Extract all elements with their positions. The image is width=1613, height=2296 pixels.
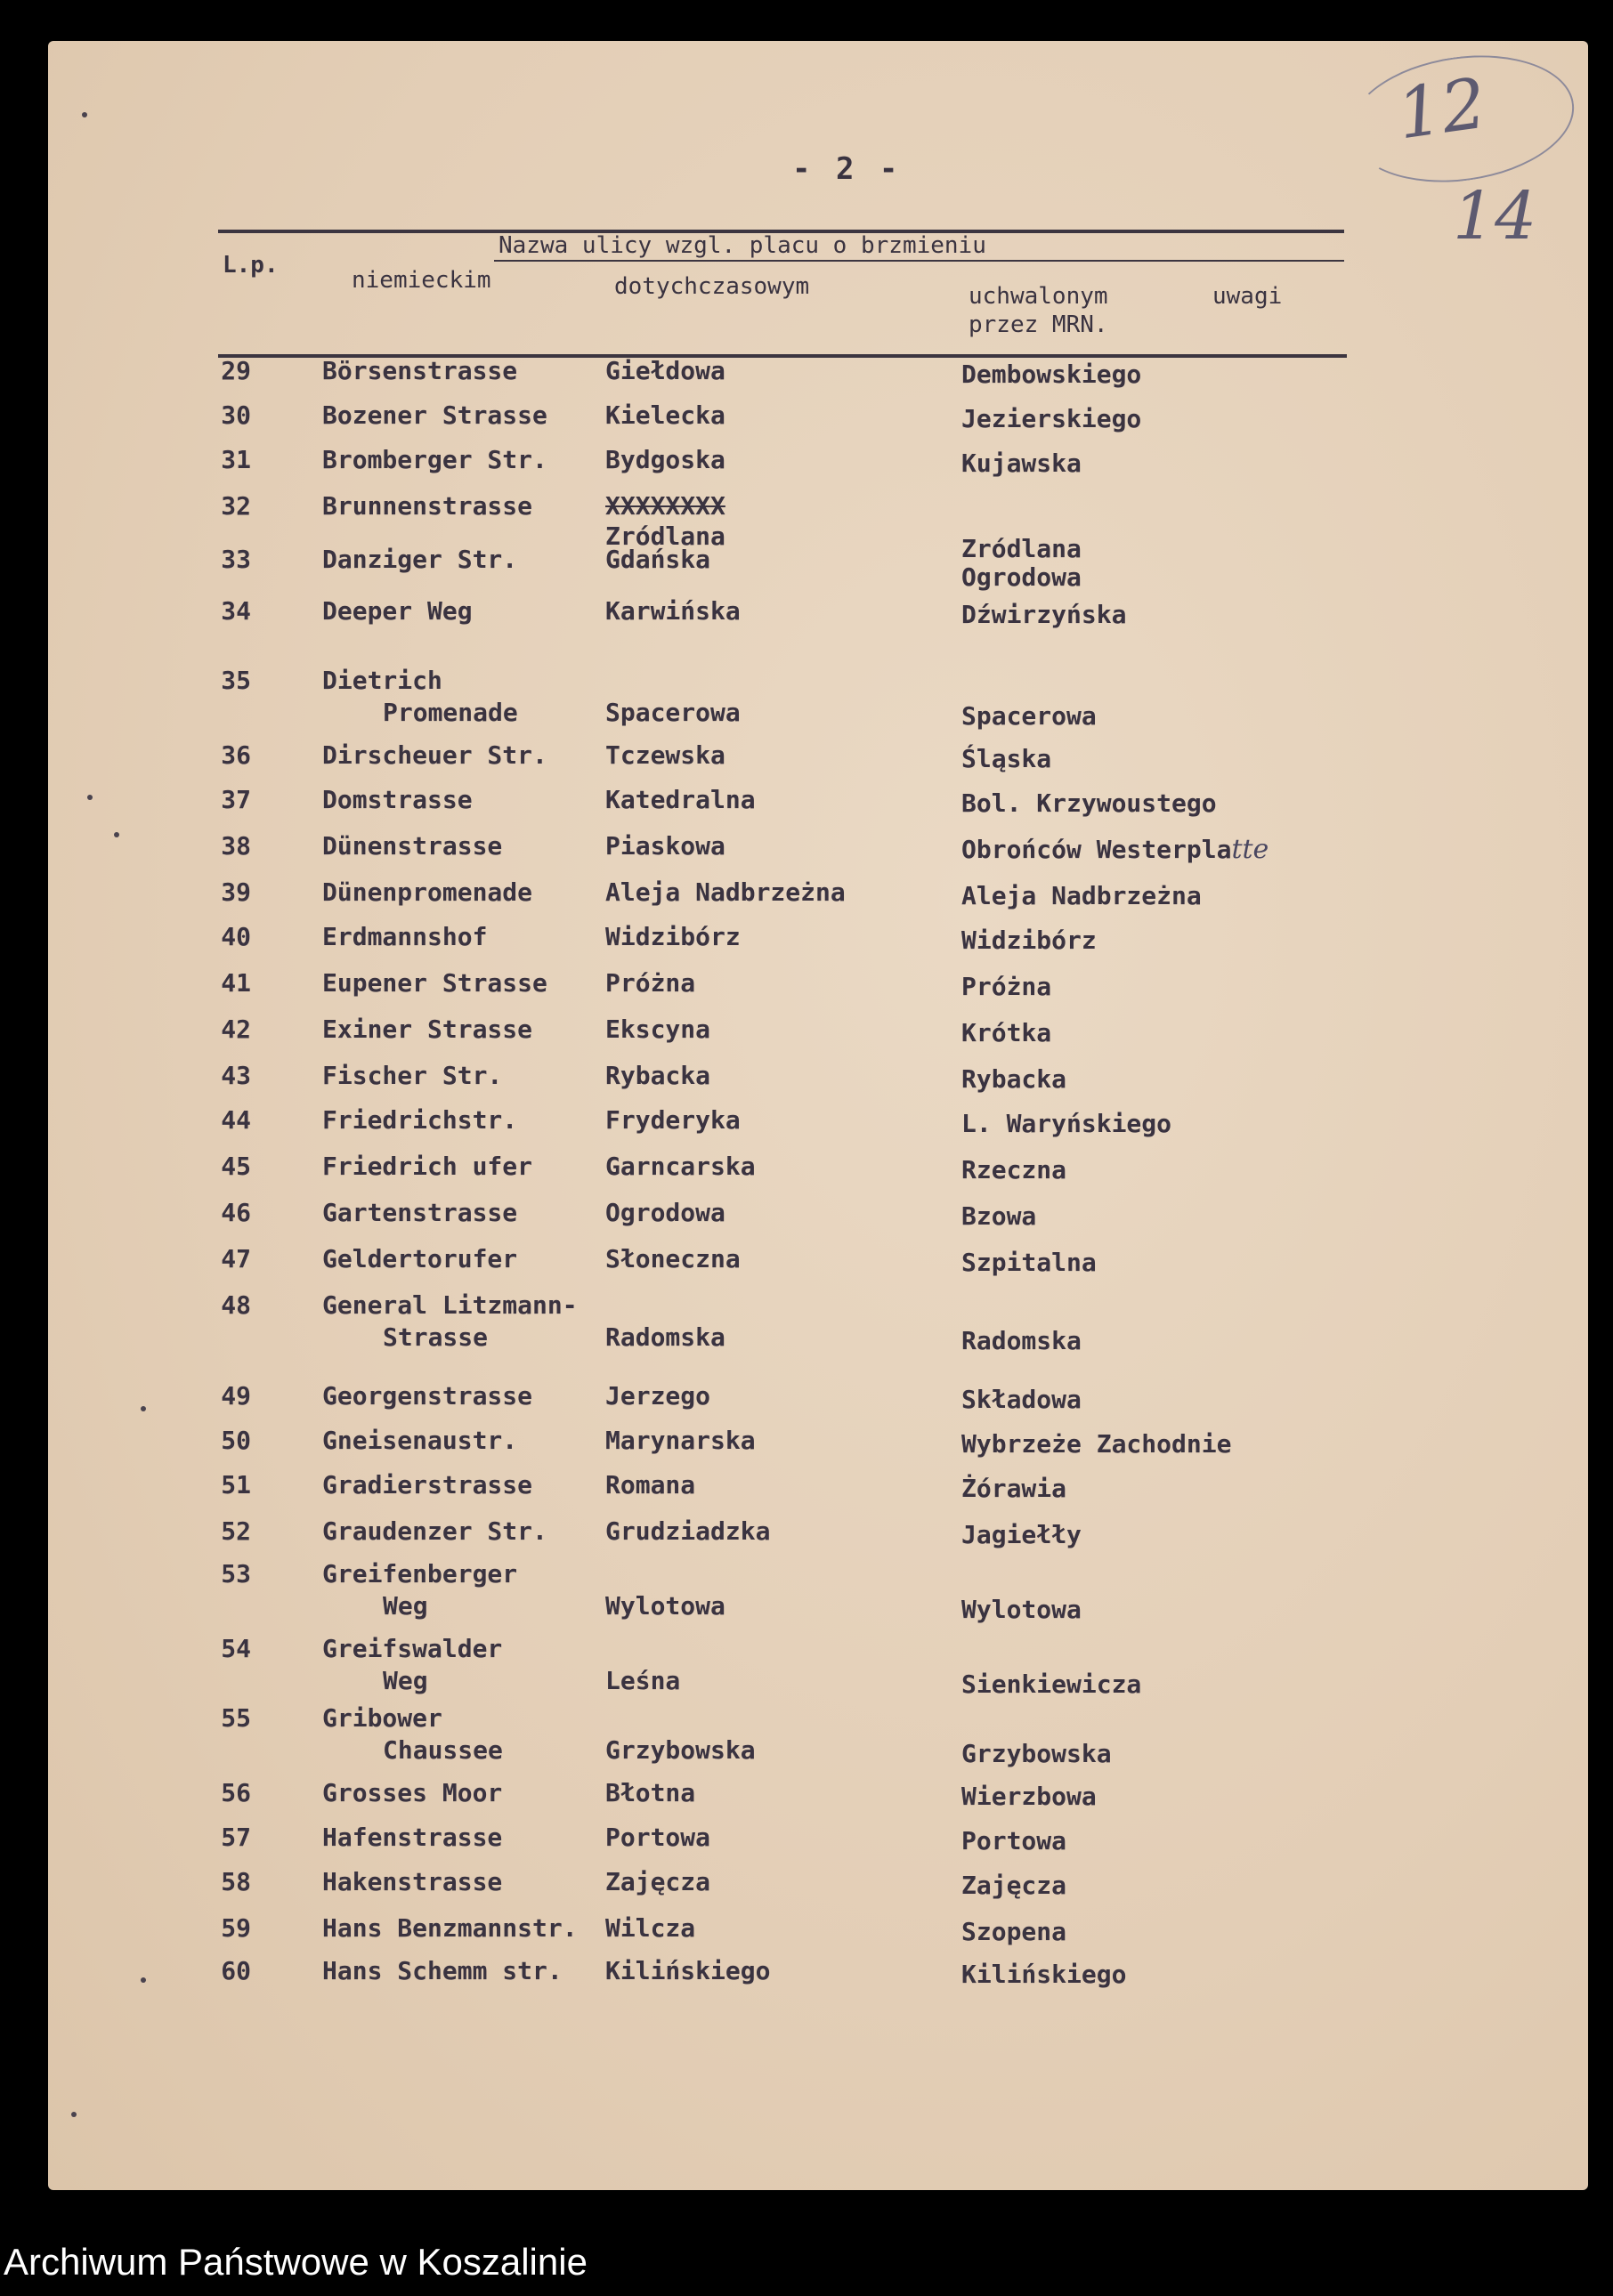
previous-name: Próżna <box>605 968 696 998</box>
row-number: 37 <box>221 785 251 814</box>
new-name: Kujawska <box>961 449 1082 478</box>
new-name: Zajęcza <box>961 1871 1067 1900</box>
previous-name: Marynarska <box>605 1426 756 1455</box>
previous-name: Grzybowska <box>605 1735 756 1765</box>
previous-name: Błotna <box>605 1778 696 1807</box>
row-number: 46 <box>221 1198 251 1227</box>
german-name: Grosses Moor <box>322 1778 503 1807</box>
german-name: Fischer Str. <box>322 1061 503 1090</box>
previous-name: Bydgoska <box>605 445 725 474</box>
previous-name: Garncarska <box>605 1152 756 1181</box>
row-number: 41 <box>221 968 251 998</box>
new-name: Bzowa <box>961 1201 1037 1231</box>
previous-name: Wylotowa <box>605 1591 725 1621</box>
new-name: Radomska <box>961 1326 1082 1355</box>
margin-mark <box>82 112 87 117</box>
previous-name: Piaskowa <box>605 831 725 861</box>
new-name: Widzibórz <box>961 926 1097 955</box>
row-number: 56 <box>221 1778 251 1807</box>
new-name: Wierzbowa <box>961 1782 1097 1811</box>
previous-name: Rybacka <box>605 1061 711 1090</box>
german-name: Friedrich ufer <box>322 1152 533 1181</box>
new-name-extra: Zródlana <box>961 534 1082 563</box>
previous-name: Zajęcza <box>605 1867 711 1896</box>
german-name: Dietrich <box>322 666 442 695</box>
header-col-new-line1: uchwalonym <box>969 283 1108 310</box>
row-number: 58 <box>221 1867 251 1896</box>
row-number: 44 <box>221 1105 251 1135</box>
handwritten-page-number: 12 <box>1392 63 1492 156</box>
previous-name: Gdańska <box>605 545 711 574</box>
row-number: 57 <box>221 1823 251 1852</box>
new-name: L. Waryńskiego <box>961 1109 1172 1138</box>
row-number: 50 <box>221 1426 251 1455</box>
header-col-german: niemieckim <box>352 267 491 294</box>
header-col-previous: dotychczasowym <box>614 273 810 300</box>
new-name: Składowa <box>961 1385 1082 1414</box>
german-name: Dirscheuer Str. <box>322 740 547 770</box>
german-name: Hans Schemm str. <box>322 1956 563 1985</box>
row-number: 55 <box>221 1703 251 1733</box>
previous-name: Wilcza <box>605 1913 696 1943</box>
new-name: Portowa <box>961 1826 1067 1855</box>
new-name: Obrońców Westerplatte <box>961 834 1269 865</box>
german-name: General Litzmann- <box>322 1290 578 1320</box>
german-name: Gribower <box>322 1703 442 1733</box>
row-number: 40 <box>221 922 251 951</box>
previous-name: Tczewska <box>605 740 725 770</box>
row-number: 33 <box>221 545 251 574</box>
previous-name: Aleja Nadbrzeżna <box>605 877 846 907</box>
row-number: 47 <box>221 1244 251 1273</box>
german-name: Brunnenstrasse <box>322 491 533 521</box>
new-name: Żórawia <box>961 1474 1067 1503</box>
row-number: 60 <box>221 1956 251 1985</box>
row-number: 32 <box>221 491 251 521</box>
german-name: Bozener Strasse <box>322 400 547 430</box>
german-name: Hakenstrasse <box>322 1867 503 1896</box>
german-name: Gradierstrasse <box>322 1470 533 1500</box>
new-name: Jezierskiego <box>961 404 1142 433</box>
german-name: Gneisenaustr. <box>322 1426 518 1455</box>
row-number: 53 <box>221 1559 251 1589</box>
margin-mark <box>87 795 93 800</box>
german-name: Bromberger Str. <box>322 445 547 474</box>
handwritten-correction: tte <box>1231 834 1269 865</box>
header-lp: L.p. <box>223 252 279 279</box>
new-name: Aleja Nadbrzeżna <box>961 881 1202 910</box>
previous-name: Karwińska <box>605 596 741 626</box>
german-name: Deeper Weg <box>322 596 473 626</box>
row-number: 52 <box>221 1516 251 1546</box>
german-name: Dünenpromenade <box>322 877 533 907</box>
margin-mark <box>71 2112 77 2117</box>
german-name: Exiner Strasse <box>322 1015 533 1044</box>
previous-name: Widzibórz <box>605 922 741 951</box>
german-name: Greifswalder <box>322 1634 503 1663</box>
previous-name: Ekscyna <box>605 1015 711 1044</box>
row-number: 45 <box>221 1152 251 1181</box>
header-group-title: Nazwa ulicy wzgl. placu o brzmieniu <box>498 232 986 259</box>
previous-name: Zródlana <box>605 521 725 551</box>
previous-name: Katedralna <box>605 785 756 814</box>
german-name: Hans Benzmannstr. <box>322 1913 578 1943</box>
previous-name: Giełdowa <box>605 356 725 385</box>
german-name: Strasse <box>383 1322 489 1352</box>
new-name: Sienkiewicza <box>961 1669 1142 1699</box>
previous-name: Spacerowa <box>605 698 741 727</box>
new-name: Próżna <box>961 972 1052 1001</box>
german-name: Greifenberger <box>322 1559 518 1589</box>
row-number: 31 <box>221 445 251 474</box>
row-number: 29 <box>221 356 251 385</box>
row-number: 42 <box>221 1015 251 1044</box>
german-name: Eupener Strasse <box>322 968 547 998</box>
german-name: Börsenstrasse <box>322 356 518 385</box>
german-name: Weg <box>383 1591 428 1621</box>
german-name: Georgenstrasse <box>322 1381 533 1411</box>
new-name: Ogrodowa <box>961 562 1082 592</box>
german-name: Domstrasse <box>322 785 473 814</box>
margin-mark <box>141 1977 146 1983</box>
german-name: Danziger Str. <box>322 545 518 574</box>
previous-name: Jerzego <box>605 1381 711 1411</box>
german-name: Weg <box>383 1666 428 1695</box>
new-name: Kilińskiego <box>961 1960 1127 1989</box>
row-number: 30 <box>221 400 251 430</box>
archive-caption: Archiwum Państwowe w Koszalinie <box>4 2241 588 2283</box>
german-name: Chaussee <box>383 1735 503 1765</box>
new-name: Szpitalna <box>961 1248 1097 1277</box>
previous-name: Słoneczna <box>605 1244 741 1273</box>
handwritten-folio-number: 14 <box>1453 178 1537 255</box>
margin-mark <box>114 832 119 837</box>
new-name: Spacerowa <box>961 701 1097 731</box>
new-name: Wybrzeże Zachodnie <box>961 1429 1232 1459</box>
row-number: 38 <box>221 831 251 861</box>
struck-out-name: XXXXXXXX <box>605 491 725 521</box>
new-name: Dźwirzyńska <box>961 600 1127 629</box>
new-name: Dembowskiego <box>961 360 1142 389</box>
row-number: 39 <box>221 877 251 907</box>
german-name: Graudenzer Str. <box>322 1516 547 1546</box>
header-group-rule <box>494 260 1344 262</box>
previous-name: Radomska <box>605 1322 725 1352</box>
new-name: Jagiełły <box>961 1520 1082 1549</box>
row-number: 54 <box>221 1634 251 1663</box>
row-number: 35 <box>221 666 251 695</box>
german-name: Hafenstrasse <box>322 1823 503 1852</box>
new-name: Rzeczna <box>961 1155 1067 1184</box>
previous-name: Portowa <box>605 1823 711 1852</box>
row-number: 43 <box>221 1061 251 1090</box>
new-name: Grzybowska <box>961 1739 1112 1768</box>
german-name: Gartenstrasse <box>322 1198 518 1227</box>
previous-name: Romana <box>605 1470 696 1500</box>
previous-name: Ogrodowa <box>605 1198 725 1227</box>
new-name: Krótka <box>961 1018 1052 1047</box>
page-number: - 2 - <box>792 151 902 187</box>
header-col-remarks: uwagi <box>1212 283 1283 310</box>
row-number: 48 <box>221 1290 251 1320</box>
german-name: Erdmannshof <box>322 922 488 951</box>
new-name: Śląska <box>961 744 1052 773</box>
previous-name: Kielecka <box>605 400 725 430</box>
document-page <box>48 41 1588 2190</box>
row-number: 59 <box>221 1913 251 1943</box>
new-name: Rybacka <box>961 1064 1067 1094</box>
row-number: 36 <box>221 740 251 770</box>
margin-mark <box>141 1406 146 1411</box>
header-col-new-line2: przez MRN. <box>969 311 1108 338</box>
new-name: Wylotowa <box>961 1595 1082 1624</box>
german-name: Promenade <box>383 698 518 727</box>
german-name: Dünenstrasse <box>322 831 503 861</box>
previous-name: Fryderyka <box>605 1105 741 1135</box>
previous-name: Kilińskiego <box>605 1956 771 1985</box>
previous-name: Leśna <box>605 1666 681 1695</box>
new-name: Szopena <box>961 1917 1067 1946</box>
row-number: 49 <box>221 1381 251 1411</box>
german-name: Friedrichstr. <box>322 1105 518 1135</box>
row-number: 51 <box>221 1470 251 1500</box>
new-name: Bol. Krzywoustego <box>961 788 1217 818</box>
previous-name: Grudziadzka <box>605 1516 771 1546</box>
german-name: Geldertorufer <box>322 1244 518 1273</box>
row-number: 34 <box>221 596 251 626</box>
